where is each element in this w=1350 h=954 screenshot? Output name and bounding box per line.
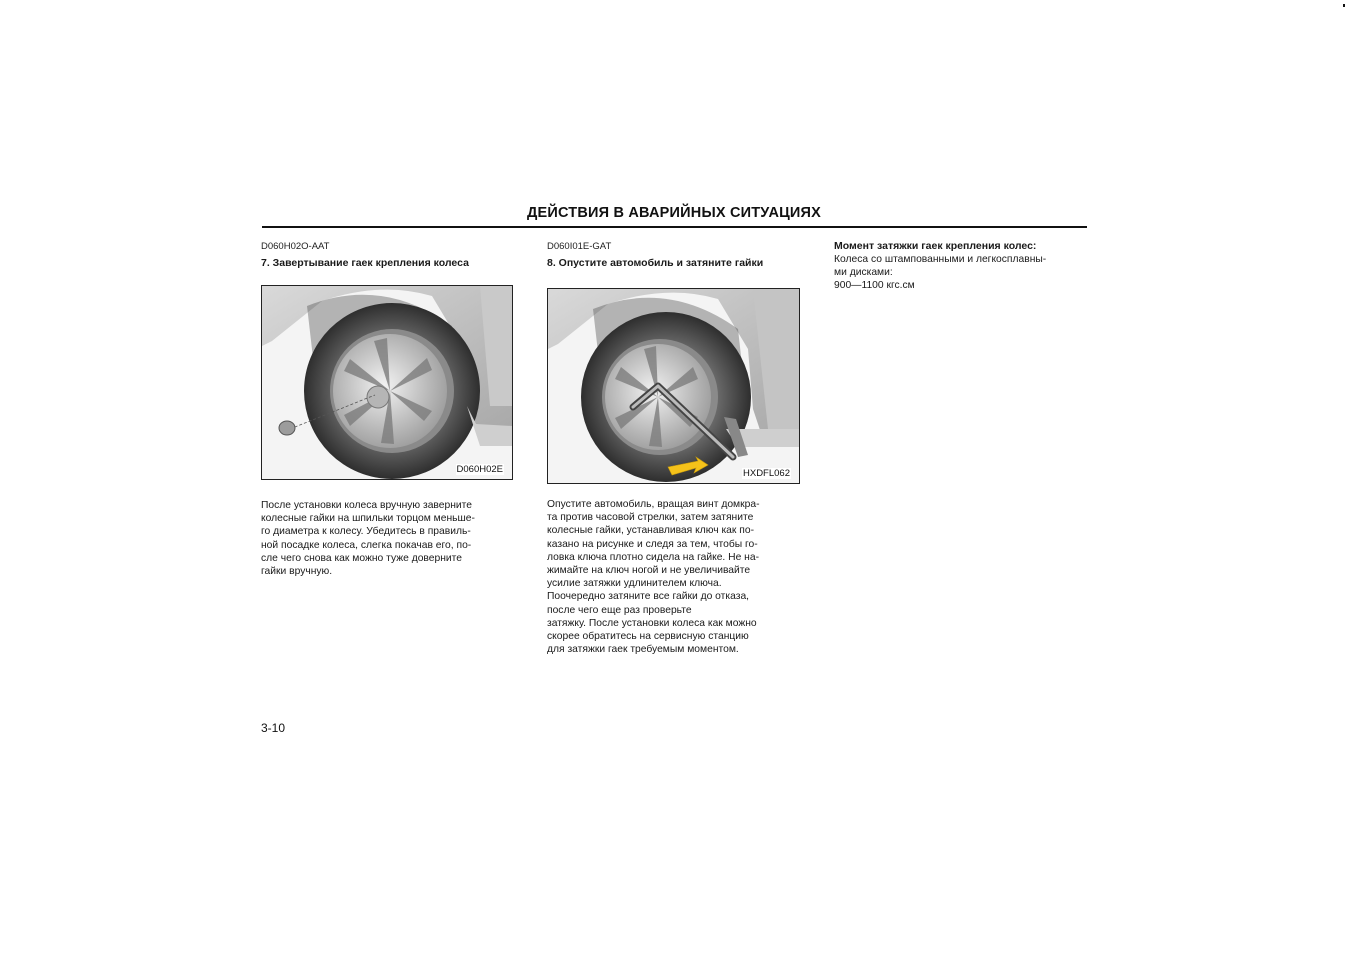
wheel-nut-figure: [261, 285, 513, 480]
torque-heading: Момент затяжки гаек крепления колес:: [834, 240, 1037, 252]
corner-mark: [1343, 4, 1345, 7]
wrench-tightening-illustration: [548, 289, 799, 483]
section-title: ДЕЙСТВИЯ В АВАРИЙНЫХ СИТУАЦИЯХ: [526, 205, 822, 221]
left-section-heading: 7. Завертывание гаек крепления колеса: [261, 257, 469, 269]
lower-car-figure: [547, 288, 800, 484]
page-number: 3-10: [261, 721, 286, 735]
middle-figure-code: HXDFL062: [743, 468, 790, 479]
wheel-nut-illustration: [262, 286, 512, 479]
left-body-text: После установки колеса вручную заверните колесные гайки на шпильки торцом меньше- го диаметра к колесу. Убедитесь в правиль- ной посадке колеса, слегка покачав его, по- сле чего снова как можно туже доверните гайки вручную.: [261, 500, 475, 578]
torque-body-text: Колеса со штампованными и легкосплавны- ми дисками: 900—1100 кгс.см: [834, 254, 1047, 292]
middle-section-heading: 8. Опустите автомобиль и затяните гайки: [547, 257, 764, 269]
middle-column: [547, 240, 800, 656]
header-rule: [262, 226, 1087, 228]
middle-section-code: D060I01E-GAT: [547, 241, 612, 252]
left-column: [261, 240, 514, 578]
right-column: [834, 240, 1088, 293]
left-section-code: D060H02O-AAT: [261, 241, 330, 252]
middle-body-text: Опустите автомобиль, вращая винт домкра- та против часовой стрелки, затем затяните колесные гайки, устанавливая ключ как по- казано на рисунке и следя за тем, чтобы го- ловка ключа плотно сидела на гайке. Не на- жимайте на ключ ногой и не увеличивайте усилие затяжки удлинителем ключа. Поочередно затяните все гайки до отказа, после чего еще раз проверьте затяжку. После установки колеса как можно скорее обратитесь на сервисную станцию для затяжки гаек требуемым моментом.: [547, 499, 760, 656]
left-figure-code: D060H02E: [456, 464, 503, 475]
